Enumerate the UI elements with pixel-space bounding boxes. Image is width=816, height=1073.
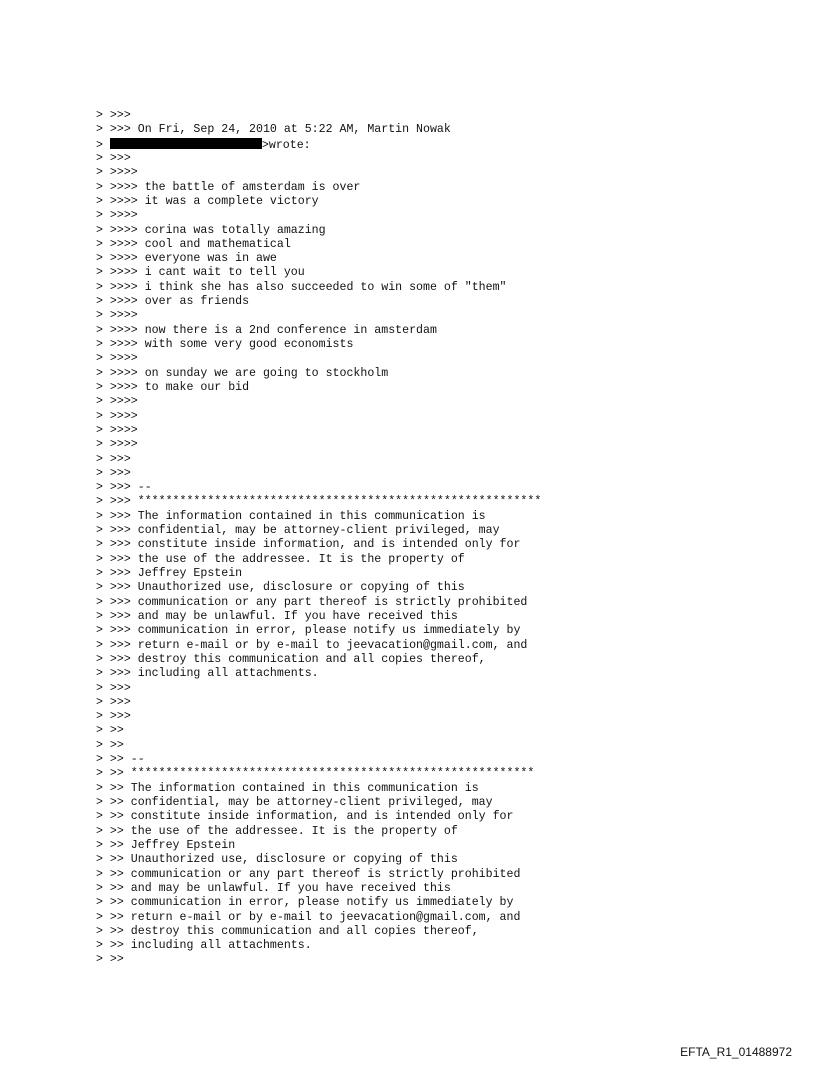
email-line: > >>> bbox=[96, 151, 131, 165]
email-line: > >> and may be unlawful. If you have received this bbox=[96, 881, 451, 895]
email-line: > >> Jeffrey Epstein bbox=[96, 838, 236, 852]
email-body bbox=[96, 109, 716, 968]
email-line: > >>> The information contained in this communication is bbox=[96, 509, 486, 523]
email-line: > >>>> now there is a 2nd conference in amsterdam bbox=[96, 323, 437, 337]
email-line: > >>> confidential, may be attorney-client privileged, may bbox=[96, 524, 500, 538]
email-line: > >>>> i think she has also succeeded to win some of "them" bbox=[96, 280, 507, 294]
email-line: > >>>> to make our bid bbox=[96, 380, 250, 394]
email-line: > >>>> bbox=[96, 309, 138, 323]
email-line: > >>>> i cant wait to tell you bbox=[96, 266, 305, 280]
email-line: > >> Unauthorized use, disclosure or copying of this bbox=[96, 853, 458, 867]
email-line: > >>>> bbox=[96, 166, 138, 180]
email-line: > >> destroy this communication and all copies thereof, bbox=[96, 924, 479, 938]
email-line: > >>> return e-mail or by e-mail to jeevacation@gmail.com, and bbox=[96, 638, 528, 652]
email-line: > >> confidential, may be attorney-client privileged, may bbox=[96, 796, 493, 809]
email-line: > >>>> bbox=[96, 438, 138, 452]
email-line: > >>> bbox=[96, 710, 131, 724]
email-line: > >>> including all attachments. bbox=[96, 667, 319, 681]
bates-number: EFTA_R1_01488972 bbox=[680, 1045, 792, 1059]
redaction-block bbox=[110, 138, 262, 149]
email-line: > >>> bbox=[96, 452, 131, 466]
email-line: > >>> bbox=[96, 466, 131, 480]
email-line: > >> bbox=[96, 724, 124, 738]
email-line: > >>> bbox=[96, 695, 131, 709]
email-line: > >>>> the battle of amsterdam is over bbox=[96, 180, 361, 194]
email-line: > >>>> bbox=[96, 423, 138, 437]
email-line: > >>> communication in error, please notify us immediately by bbox=[96, 624, 521, 638]
email-line: > >>> and may be unlawful. If you have received this bbox=[96, 609, 458, 623]
email-line: > >>> the use of the addressee. It is the property of bbox=[96, 552, 465, 566]
email-line: > >>> On Fri, Sep 24, 2010 at 5:22 AM, Martin Nowak bbox=[96, 123, 451, 137]
email-line: > >> -- bbox=[96, 753, 145, 767]
email-line: > >> ********************************************************** bbox=[96, 767, 535, 781]
email-line: > >>> ********************************************************** bbox=[96, 495, 542, 509]
email-line: > >>> Jeffrey Epstein bbox=[96, 567, 243, 580]
email-line: > >>>> over as friends bbox=[96, 295, 250, 309]
email-line: > >>> constitute inside information, and is intended only for bbox=[96, 538, 521, 552]
email-line: > >> bbox=[96, 738, 124, 752]
email-line: > >> constitute inside information, and is intended only for bbox=[96, 810, 514, 824]
email-line: > >> The information contained in this communication is bbox=[96, 781, 479, 795]
email-line: > >>>> on sunday we are going to stockholm bbox=[96, 366, 389, 380]
email-line: > >>>> bbox=[96, 209, 138, 223]
email-line: > >> bbox=[96, 953, 124, 967]
email-line: > >>> bbox=[96, 109, 131, 122]
email-line: > >>> -- bbox=[96, 481, 152, 495]
email-line: > >>>> bbox=[96, 395, 138, 409]
email-line: > >> communication or any part thereof is strictly prohibited bbox=[96, 867, 521, 881]
email-line: > >>>> bbox=[96, 409, 138, 423]
email-line: > >>>> corina was totally amazing bbox=[96, 223, 326, 237]
wrote-label: >wrote: bbox=[261, 138, 311, 152]
email-line: > >> the use of the addressee. It is the property of bbox=[96, 824, 458, 838]
email-line: > >> including all attachments. bbox=[96, 939, 312, 953]
quote-prefix: > bbox=[96, 138, 110, 152]
email-line: > >> communication in error, please notify us immediately by bbox=[96, 896, 514, 910]
email-line: > >>> destroy this communication and all copies thereof, bbox=[96, 652, 486, 666]
email-line: > >>>> with some very good economists bbox=[96, 338, 354, 351]
email-line: > >>>> everyone was in awe bbox=[96, 252, 277, 266]
email-line: > >> return e-mail or by e-mail to jeevacation@gmail.com, and bbox=[96, 910, 521, 924]
email-line: > >>> bbox=[96, 681, 131, 695]
email-line: > >>>> bbox=[96, 352, 138, 366]
email-line: > >>> communication or any part thereof is strictly prohibited bbox=[96, 595, 528, 609]
email-line: > >>> Unauthorized use, disclosure or copying of this bbox=[96, 581, 465, 595]
email-line: > >>>> cool and mathematical bbox=[96, 237, 291, 251]
email-line: > >>>> it was a complete victory bbox=[96, 194, 319, 208]
email-line-redacted-sender bbox=[96, 138, 716, 152]
